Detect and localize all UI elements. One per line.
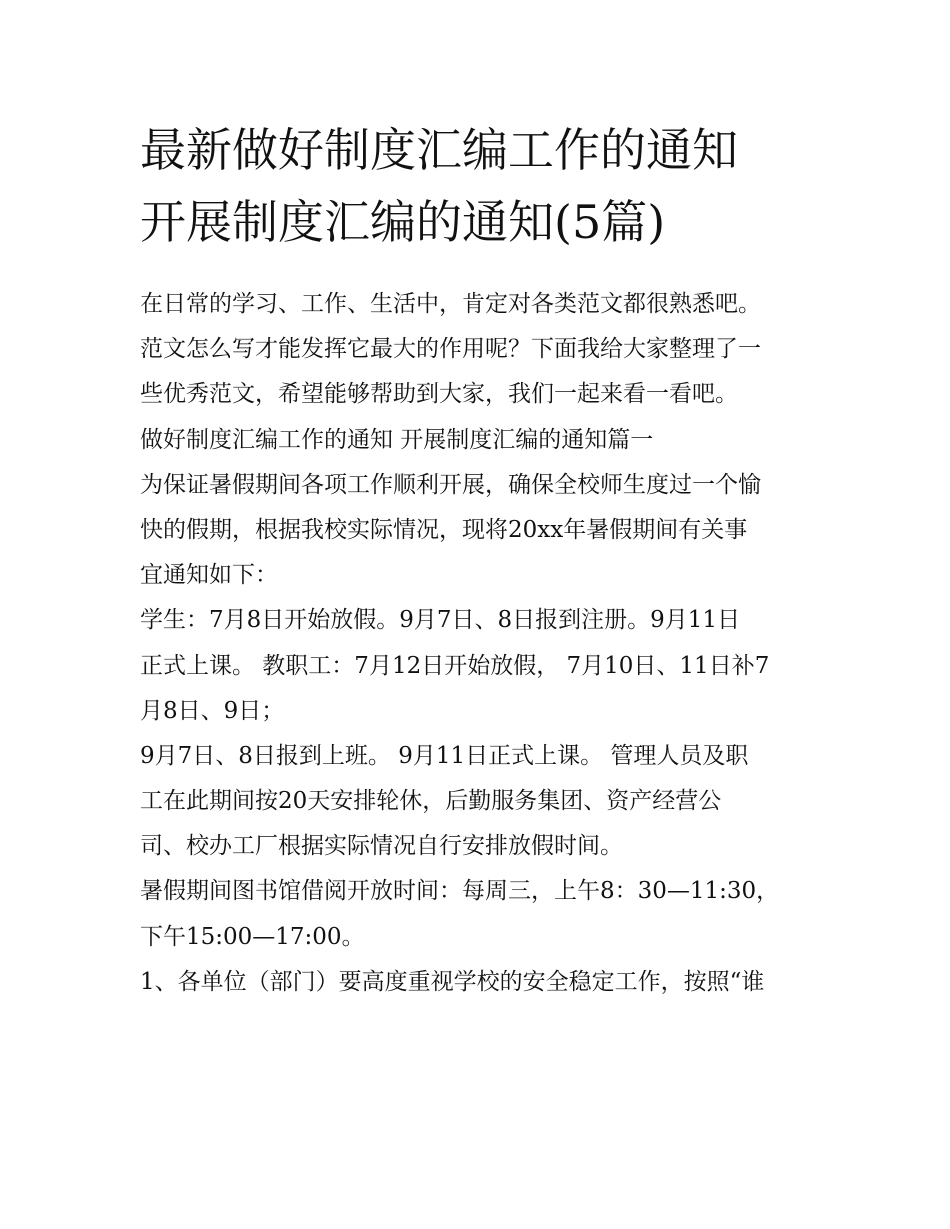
body-line: 1、各单位（部门）要高度重视学校的安全稳定工作，按照“谁 — [140, 968, 765, 995]
body-line: 月8日、9日； — [140, 697, 285, 724]
body-line: 9月7日、8日报到上班。 9月11日正式上课。 管理人员及职 — [140, 742, 749, 769]
body-line: 工在此期间按20天安排轮休，后勤服务集团、资产经营公 — [140, 788, 722, 815]
body-line: 宜通知如下： — [140, 562, 278, 589]
body-line: 些优秀范文，希望能够帮助到大家，我们一起来看一看吧。 — [140, 381, 738, 408]
body-line: 司、校办工厂根据实际情况自行安排放假时间。 — [140, 833, 623, 860]
title-line-1: 最新做好制度汇编工作的通知 — [140, 123, 738, 177]
body-line: 为保证暑假期间各项工作顺利开展，确保全校师生度过一个愉 — [140, 471, 761, 498]
body-line: 在日常的学习、工作、生活中，肯定对各类范文都很熟悉吧。 — [140, 291, 761, 317]
document-body — [140, 282, 830, 1005]
body-line: 学生：7月8日开始放假。9月7日、8日报到注册。9月11日 — [140, 607, 741, 634]
section-heading: 做好制度汇编工作的通知 开展制度汇编的通知篇一 — [140, 426, 654, 453]
title-line-2: 开展制度汇编的通知(5篇) — [140, 195, 666, 249]
body-line: 正式上课。 教职工：7月12日开始放假， 7月10日、11日补7 — [140, 652, 770, 679]
body-line: 暑假期间图书馆借阅开放时间：每周三，上午8：30—11:30， — [140, 878, 780, 905]
body-line: 快的假期，根据我校实际情况，现将20xx年暑假期间有关事 — [140, 516, 748, 543]
body-line: 范文怎么写才能发挥它最大的作用呢？下面我给大家整理了一 — [140, 336, 761, 363]
body-line: 下午15:00—17:00。 — [140, 923, 365, 950]
document-title — [140, 114, 840, 258]
